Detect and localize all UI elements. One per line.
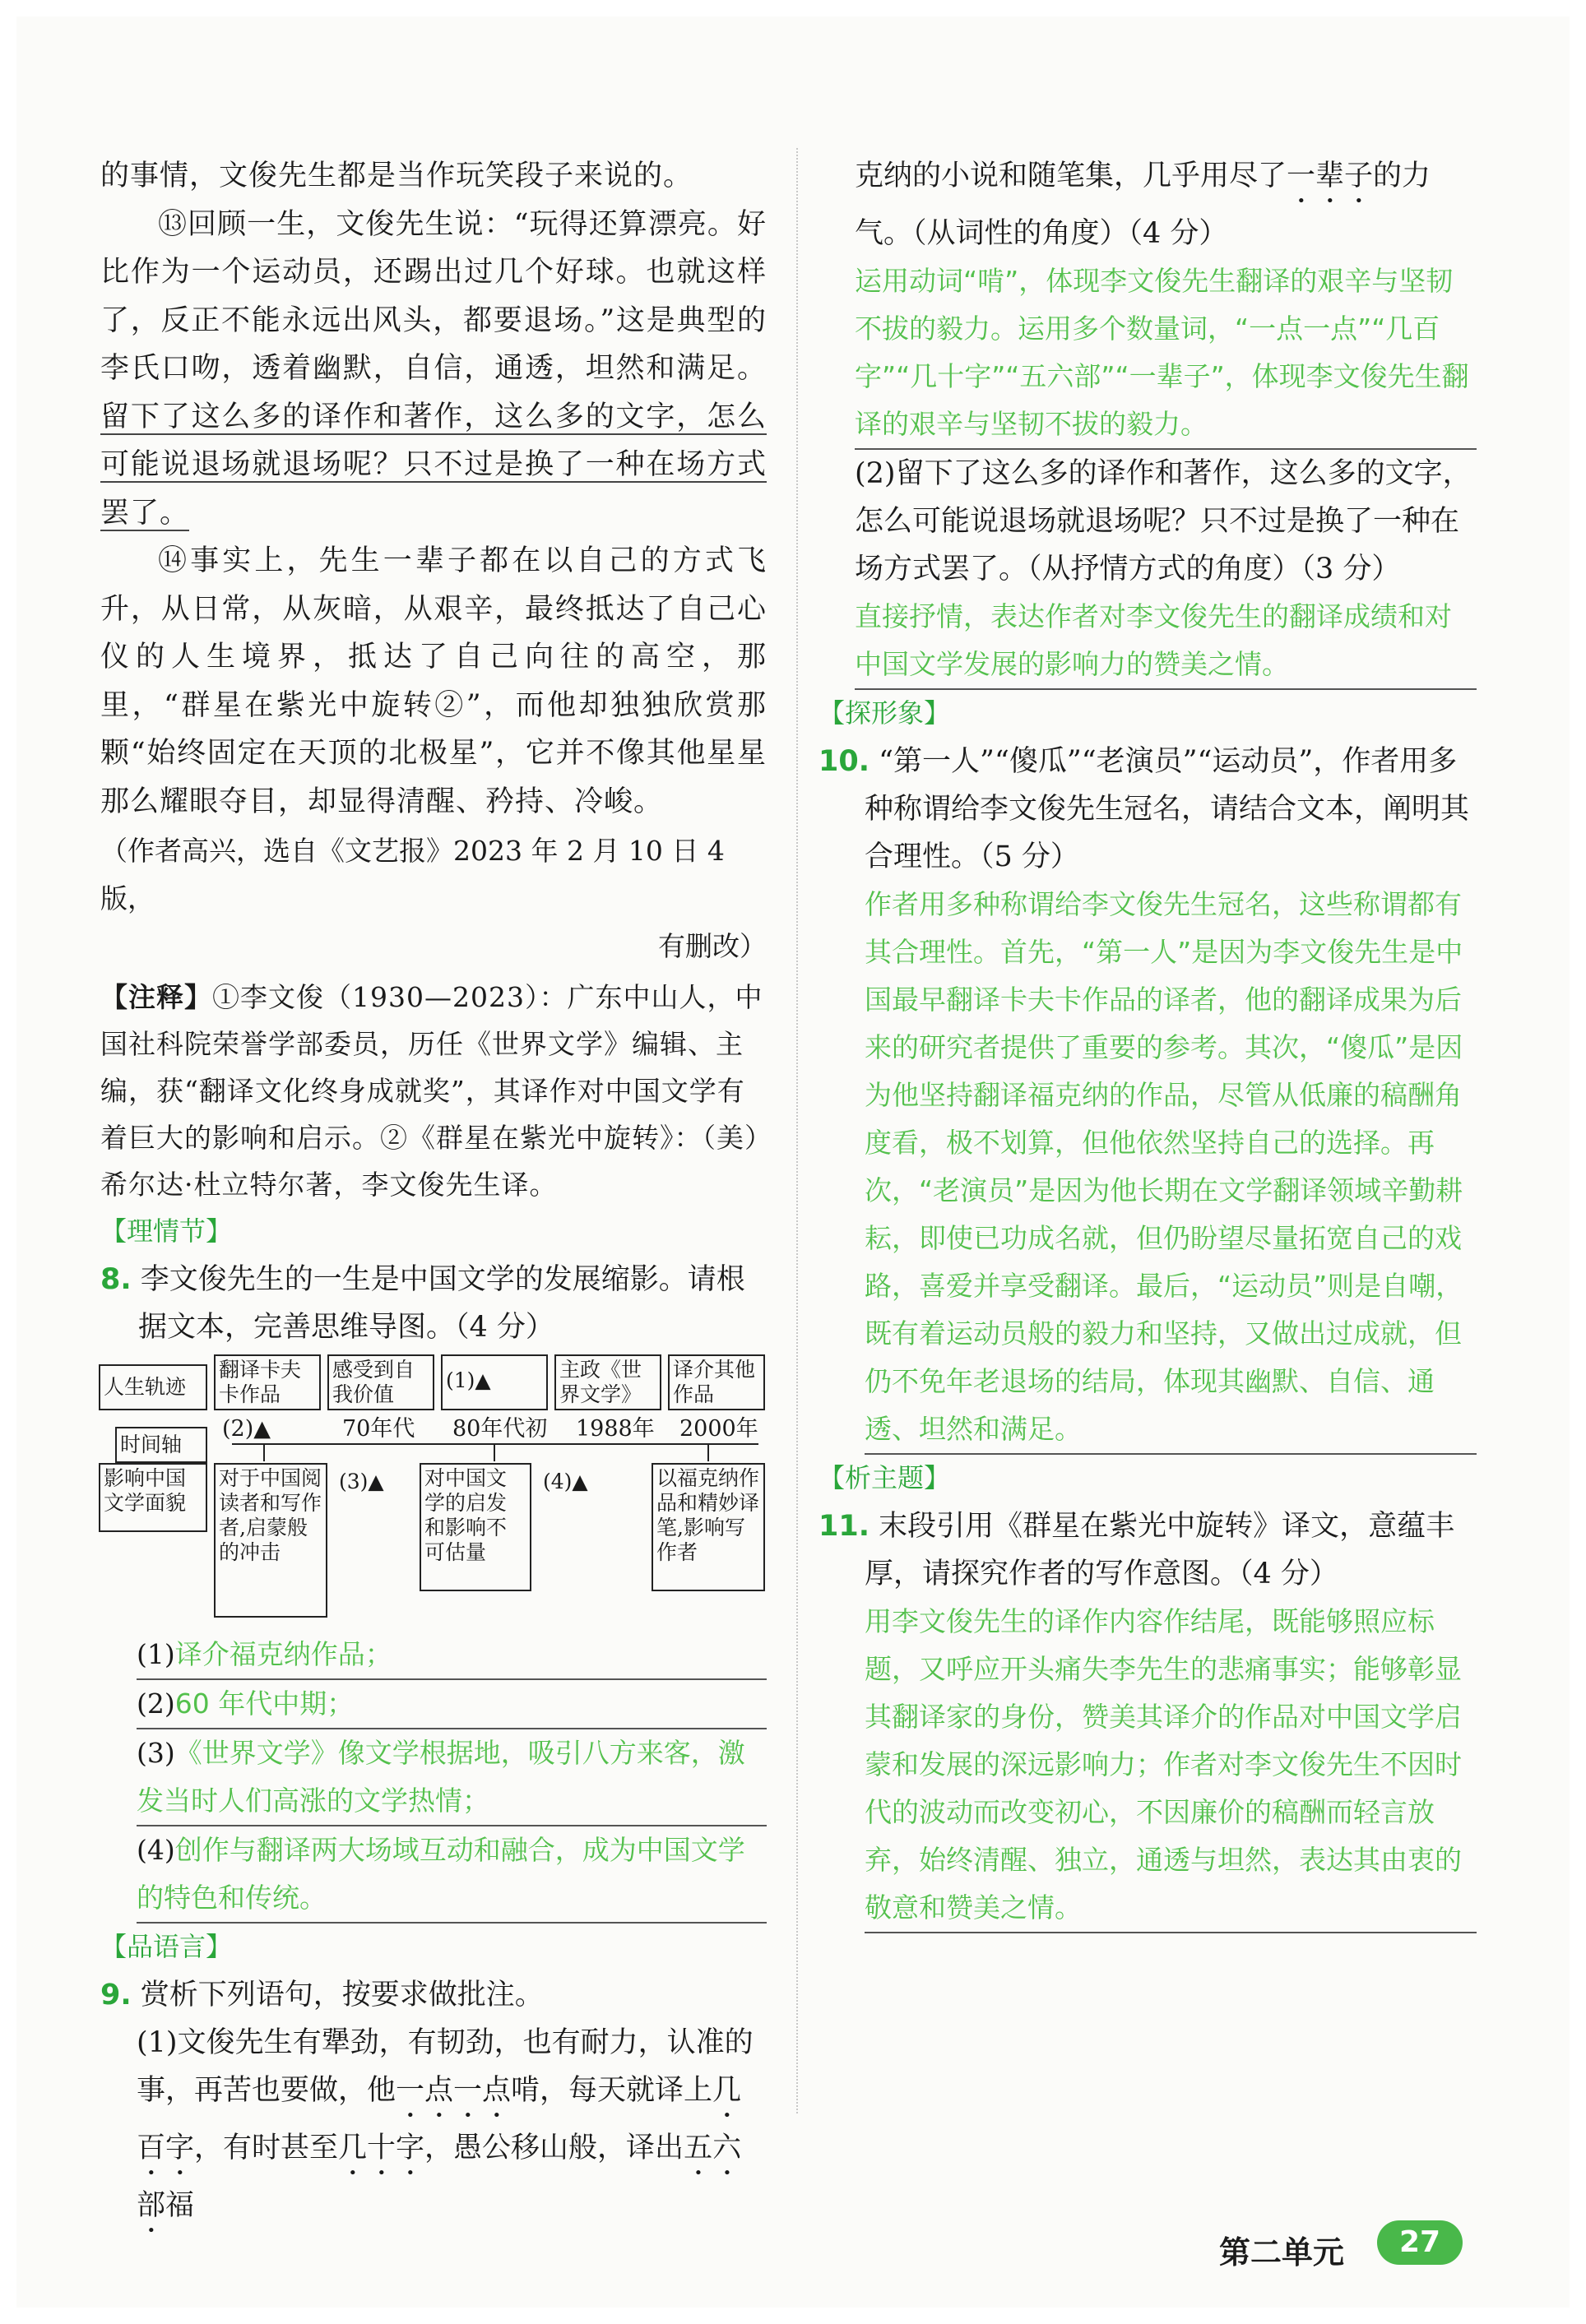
source-citation-end: 有删改） — [658, 930, 767, 962]
question-8: 8. 李文俊先生的一生是中国文学的发展缩影。请根据文本，完善思维导图。（4 分） — [100, 1263, 745, 1344]
timeline-year-slot-2: (2)▲ — [222, 1416, 271, 1442]
answer-8-2: (2)60 年代中期； — [137, 1680, 767, 1729]
connector — [707, 1445, 709, 1461]
section-heading-theme: 【析主题】 — [819, 1462, 951, 1493]
mindmap-timeline-label: 时间轴 — [115, 1427, 207, 1463]
mindmap-node: 对于中国阅读者和写作者,启蒙般的冲击 — [214, 1463, 327, 1618]
question-9-1: (1)文俊先生有犟劲，有韧劲，也有耐力，认准的事，再苦也要做，他一点一点啃，每天就译上几百字，有时甚至几十字，愚公移山般，译出五六部福 — [137, 2026, 754, 2222]
source-citation: （作者高兴，选自《文艺报》2023 年 2 月 10 日 4 版， — [100, 835, 725, 914]
connector — [263, 1445, 265, 1461]
right-column — [819, 152, 1477, 1933]
mind-map — [99, 1354, 781, 1624]
mindmap-node: 译介其他作品 — [668, 1354, 765, 1410]
connector — [494, 1445, 495, 1461]
section-heading-character: 【探形象】 — [819, 697, 951, 729]
timeline-year: 1988年 — [576, 1416, 655, 1442]
answer-10: 作者用多种称谓给李文俊先生冠名，这些称谓都有其合理性。首先，“第一人”是因为李文俊先生是中国最早翻译卡夫卡作品的译者，他的翻译成果为后来的研究者提供了重要的参考。其次，“傻瓜”是因为他坚持翻译福克纳的作品，尽管从低廉的稿酬角度看，极不划算，但他依然坚持自己的选择。再次，“老演员”是因为他长期在文学翻译领域辛勤耕耘，即使已功成名就，但仍盼望尽量拓宽自己的戏路，喜爱并享受翻译。最后，“运动员”则是自嘲，既有着运动员般的毅力和坚持，又做出过成就，但仍不免年老退场的结局，体现其幽默、自信、通透、坦然和满足。 — [865, 881, 1477, 1455]
section-heading-plot: 【理情节】 — [100, 1215, 233, 1247]
question-11: 11. 末段引用《群星在紫光中旋转》译文，意蕴丰厚，请探究作者的写作意图。（4 分） — [819, 1510, 1455, 1590]
mindmap-row-label-influence: 影响中国文学面貌 — [99, 1463, 207, 1532]
section-heading-language: 【品语言】 — [100, 1931, 233, 1962]
timeline-year: 2000年 — [679, 1416, 758, 1442]
mindmap-answer-slot-3: (3)▲ — [339, 1470, 384, 1493]
answer-8-4: (4)创作与翻译两大场域互动和融合，成为中国文学的特色和传统。 — [137, 1826, 767, 1924]
answer-8-1: (1)译介福克纳作品； — [137, 1631, 767, 1680]
note-label: 【注释】 — [100, 981, 212, 1013]
page — [16, 16, 1570, 2308]
question-9: 9. 赏析下列语句，按要求做批注。 — [100, 1979, 544, 2012]
mindmap-node: 以福克纳作品和精妙译笔,影响写作者 — [652, 1463, 765, 1591]
column-divider — [796, 148, 798, 2113]
question-9-2: (2)留下了这么多的译作和著作，这么多的文字，怎么可能说退场就退场呢？只不过是换了一种在场方式罢了。（从抒情方式的角度）（3 分） — [855, 457, 1472, 586]
answer-9-1: 运用动词“啃”，体现李文俊先生翻译的艰辛与坚韧不拔的毅力。运用多个数量词，“一点一点”“几百字”“几十字”“五六部”“一辈子”，体现李文俊先生翻译的艰辛与坚韧不拔的毅力。 — [855, 257, 1477, 450]
mindmap-answer-slot-1: (1)▲ — [441, 1354, 548, 1410]
timeline-year: 80年代初 — [452, 1416, 548, 1442]
mindmap-node: 主政《世界文学》 — [554, 1354, 661, 1410]
mindmap-node: 翻译卡夫卡作品 — [214, 1354, 321, 1410]
underlined-sentence: 留下了这么多的译作和著作，这么多的文字，怎么可能说退场就退场呢？只不过是换了一种在场方式罢了。 — [100, 400, 767, 530]
paragraph-continuation: 的事情，文俊先生都是当作玩笑段子来说的。 — [100, 160, 693, 192]
unit-title: 第二单元 — [1219, 2234, 1345, 2271]
page-number: 27 — [1377, 2220, 1463, 2265]
paragraph-13: ⑬回顾一生，文俊先生说：“玩得还算漂亮。好比作为一个运动员，还踢出过几个好球。也就这样了，反正不能永远出风头，都要退场。”这是典型的李氏口吻，透着幽默，自信，通透，坦然和满足。留下了这么多的译作和著作，这么多的文字，怎么可能说退场就退场呢？只不过是换了一种在场方式罢了。 — [100, 207, 767, 530]
answers-8 — [100, 1631, 767, 1924]
mindmap-node: 感受到自我价值 — [327, 1354, 434, 1410]
answer-8-3: (3)《世界文学》像文学根据地，吸引八方来客，激发当时人们高涨的文学热情； — [137, 1729, 767, 1826]
mindmap-row-label-life: 人生轨迹 — [99, 1364, 207, 1410]
timeline-axis — [232, 1443, 758, 1445]
answer-9-2: 直接抒情，表达作者对李文俊先生的翻译成绩和对中国文学发展的影响力的赞美之情。 — [855, 593, 1477, 690]
left-column — [100, 152, 767, 2239]
notes: 【注释】①李文俊（1930—2023）：广东中山人，中国社科院荣誉学部委员，历任《世界文学》编辑、主编，获“翻译文化终身成就奖”，其译作对中国文学有着巨大的影响和启示。②《群星在紫光中旋转》：（美）希尔达·杜立特尔著，李文俊先生译。 — [100, 981, 763, 1201]
paragraph-14: ⑭事实上，先生一辈子都在以自己的方式飞升，从日常，从灰暗，从艰辛，最终抵达了自己心仪的人生境界，抵达了自己向往的高空，那里，“群星在紫光中旋转②”，而他却独独欣赏那颗“始终固定在天顶的北极星”，它并不像其他星星那么耀眼夺目，却显得清醒、矜持、冷峻。 — [100, 544, 767, 818]
question-9-1-continued: 克纳的小说和随笔集，几乎用尽了一辈子的力气。（从词性的角度）（4 分） — [855, 160, 1431, 250]
mindmap-node: 对中国文学的启发和影响不可估量 — [420, 1463, 531, 1591]
question-10: 10. “第一人”“傻瓜”“老演员”“运动员”，作者用多种称谓给李文俊先生冠名，请结合文本，阐明其合理性。（5 分） — [819, 745, 1470, 873]
answer-11: 用李文俊先生的译作内容作结尾，既能够照应标题，又呼应开头痛失李先生的悲痛事实；能够彰显其翻译家的身份，赞美其译介的作品对中国文学启蒙和发展的深远影响力；作者对李文俊先生不因时代的波动而改变初心，不因廉价的稿酬而轻言放弃，始终清醒、独立，通透与坦然，表达其由衷的敬意和赞美之情。 — [865, 1598, 1477, 1933]
mindmap-answer-slot-4: (4)▲ — [543, 1470, 588, 1493]
timeline-year: 70年代 — [342, 1416, 415, 1442]
